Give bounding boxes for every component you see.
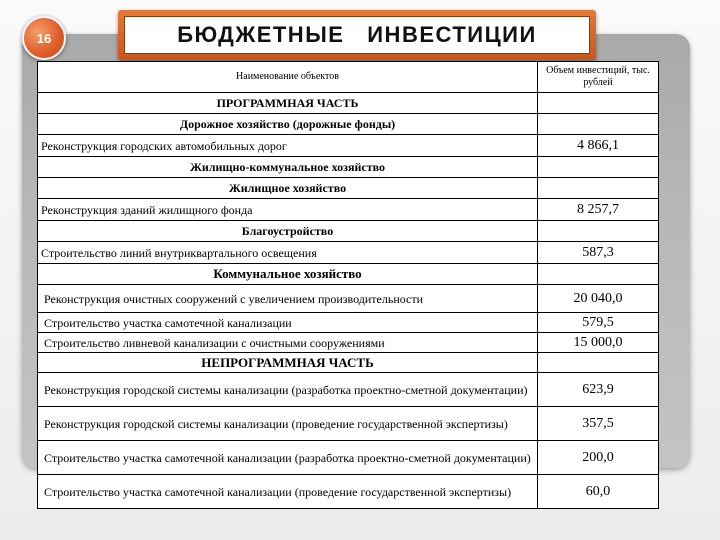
row-value: 4 866,1 xyxy=(538,135,659,157)
item-name: Строительство ливневой канализации с очистными сооружениями xyxy=(38,333,538,353)
header-name: Наименование объектов xyxy=(38,62,538,93)
table-row xyxy=(38,221,659,242)
title-frame xyxy=(118,10,596,60)
item-name: Реконструкция городской системы канализации (проведение государственной экспертизы) xyxy=(38,407,538,441)
table-row xyxy=(38,199,659,221)
table-row xyxy=(38,441,659,475)
table-row xyxy=(38,157,659,178)
row-value: 8 257,7 xyxy=(538,199,659,221)
investment-table xyxy=(37,61,659,509)
row-value: 357,5 xyxy=(538,407,659,441)
row-value: 587,3 xyxy=(538,242,659,264)
category-title: Дорожное хозяйство (дорожные фонды) xyxy=(38,114,538,135)
row-value: 200,0 xyxy=(538,441,659,475)
slide-number: 16 xyxy=(36,30,52,46)
item-name: Строительство линий внутриквартального освещения xyxy=(38,242,538,264)
section-title: НЕПРОГРАММНАЯ ЧАСТЬ xyxy=(38,353,538,373)
row-value xyxy=(538,157,659,178)
row-value: 20 040,0 xyxy=(538,285,659,313)
item-name: Строительство участка самотечной канализации xyxy=(38,313,538,333)
slide-title: БЮДЖЕТНЫЕ ИНВЕСТИЦИИ xyxy=(124,16,590,54)
header-value: Объем инвестиций, тыс. рублей xyxy=(538,62,659,93)
table-row xyxy=(38,475,659,509)
category-title: Коммунальное хозяйство xyxy=(38,264,538,285)
row-value xyxy=(538,353,659,373)
row-value: 60,0 xyxy=(538,475,659,509)
table-row xyxy=(38,353,659,373)
item-name: Реконструкция зданий жилищного фонда xyxy=(38,199,538,221)
table-row xyxy=(38,285,659,313)
table-header-row xyxy=(38,62,659,93)
category-title: Жилищное хозяйство xyxy=(38,178,538,199)
table-row xyxy=(38,407,659,441)
table-row xyxy=(38,178,659,199)
row-value: 623,9 xyxy=(538,373,659,407)
category-title: Жилищно-коммунальное хозяйство xyxy=(38,157,538,178)
item-name: Реконструкция городских автомобильных дорог xyxy=(38,135,538,157)
table-row xyxy=(38,114,659,135)
row-value xyxy=(538,178,659,199)
table-row xyxy=(38,135,659,157)
row-value xyxy=(538,114,659,135)
row-value xyxy=(538,93,659,114)
table-row xyxy=(38,264,659,285)
item-name: Реконструкция очистных сооружений с увеличением производительности xyxy=(38,285,538,313)
table-row xyxy=(38,93,659,114)
row-value: 15 000,0 xyxy=(538,333,659,353)
item-name: Реконструкция городской системы канализации (разработка проектно-сметной документации) xyxy=(38,373,538,407)
row-value xyxy=(538,264,659,285)
row-value: 579,5 xyxy=(538,313,659,333)
slide-number-badge xyxy=(22,16,66,60)
section-title: ПРОГРАММНАЯ ЧАСТЬ xyxy=(38,93,538,114)
category-title: Благоустройство xyxy=(38,221,538,242)
table-row xyxy=(38,373,659,407)
row-value xyxy=(538,221,659,242)
table-row xyxy=(38,333,659,353)
item-name: Строительство участка самотечной канализации (разработка проектно-сметной документации) xyxy=(38,441,538,475)
table-row xyxy=(38,242,659,264)
table-row xyxy=(38,313,659,333)
item-name: Строительство участка самотечной канализации (проведение государственной экспертизы) xyxy=(38,475,538,509)
